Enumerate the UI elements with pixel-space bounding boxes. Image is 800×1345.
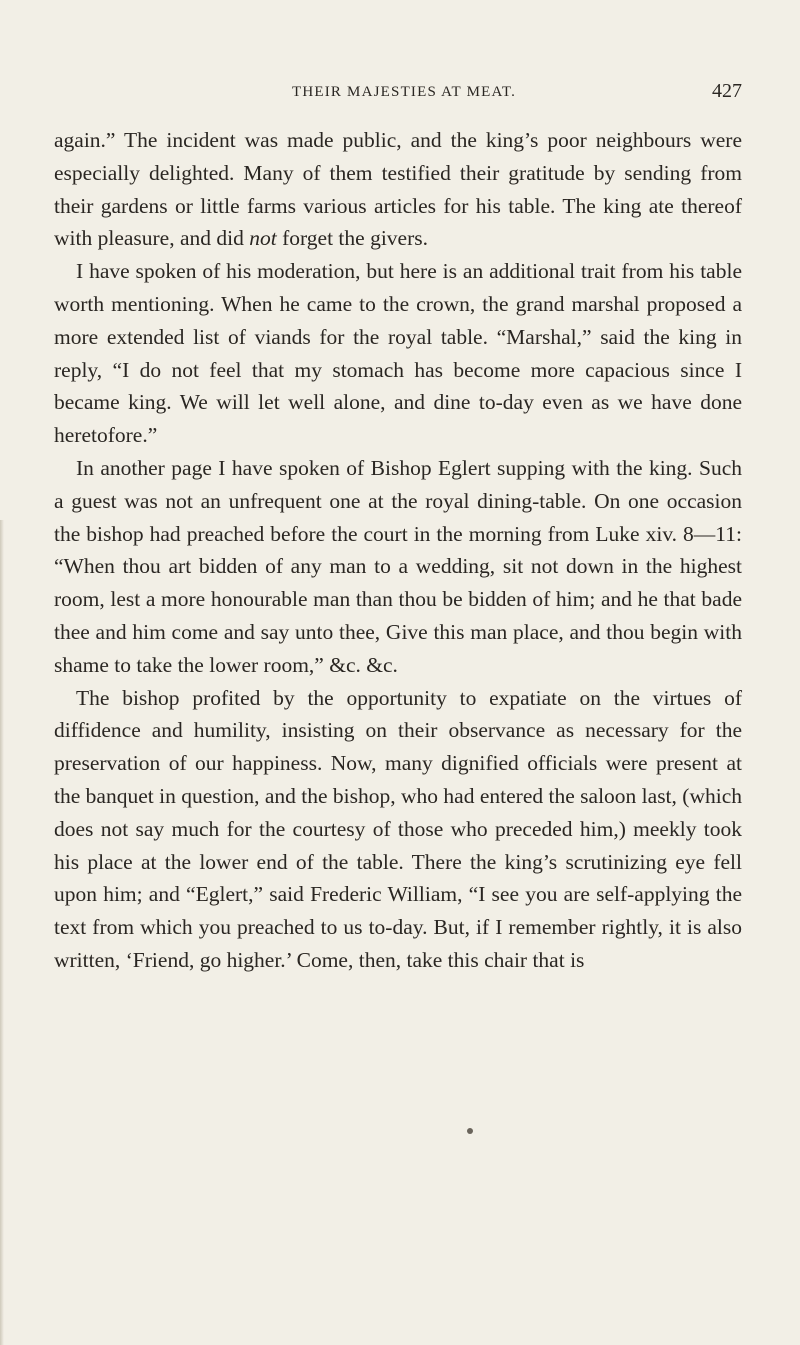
page-header (0, 80, 800, 110)
paragraph-1-text-a: again.” The incident was made public, and the king’s poor neighbours were especially delighted. Many of them testified their gratitude by sending from their gardens or little farms various articles for his table. The king ate thereof with pleasure, and did (54, 128, 742, 251)
page-edge-shadow (0, 520, 4, 1345)
paragraph-1 (54, 124, 742, 255)
page-number: 427 (712, 80, 742, 102)
emphasis-not: not (249, 226, 277, 251)
paragraph-4: The bishop profited by the opportunity to expatiate on the virtues of diffidence and humility, insisting on their observance as necessary for the preservation of our happiness. Now, many dignified officials were present at the banquet in question, and the bishop, who had entered the saloon last, (which does not say much for the courtesy of those who preceded him,) meekly took his place at the lower end of the table. There the king’s scrutinizing eye fell upon him; and “Eglert,” said Frederic William, “I see you are self-applying the text from which you preached to us to-day. But, if I remember rightly, it is also written, ‘Friend, go higher.’ Come, then, take this chair that is (54, 685, 742, 972)
paragraph-1-text-b: forget the givers. (276, 226, 428, 251)
running-head: THEIR MAJESTIES AT MEAT. (291, 84, 517, 100)
body-text (54, 124, 742, 977)
paragraph-2: I have spoken of his moderation, but here is an additional trait from his table worth mentioning. When he came to the crown, the grand marshal proposed a more extended list of viands for the royal table. “Marshal,” said the king in reply, “I do not feel that my stomach has become more capacious since I became king. We will let well alone, and dine to-day even as we have done heretofore.” (54, 259, 742, 448)
paragraph-3: In another page I have spoken of Bishop Eglert supping with the king. Such a guest was not an unfrequent one at the royal dining-table. On one occasion the bishop had preached before the court in the morning from Luke xiv. 8—11: “When thou art bidden of any man to a wedding, sit not down in the highest room, lest a more honourable man than thou be bidden of him; and he that bade thee and him come and say unto thee, Give this man place, and thou begin with shame to take the lower room,” &c. &c. (54, 455, 742, 677)
ink-speck (467, 1128, 473, 1134)
